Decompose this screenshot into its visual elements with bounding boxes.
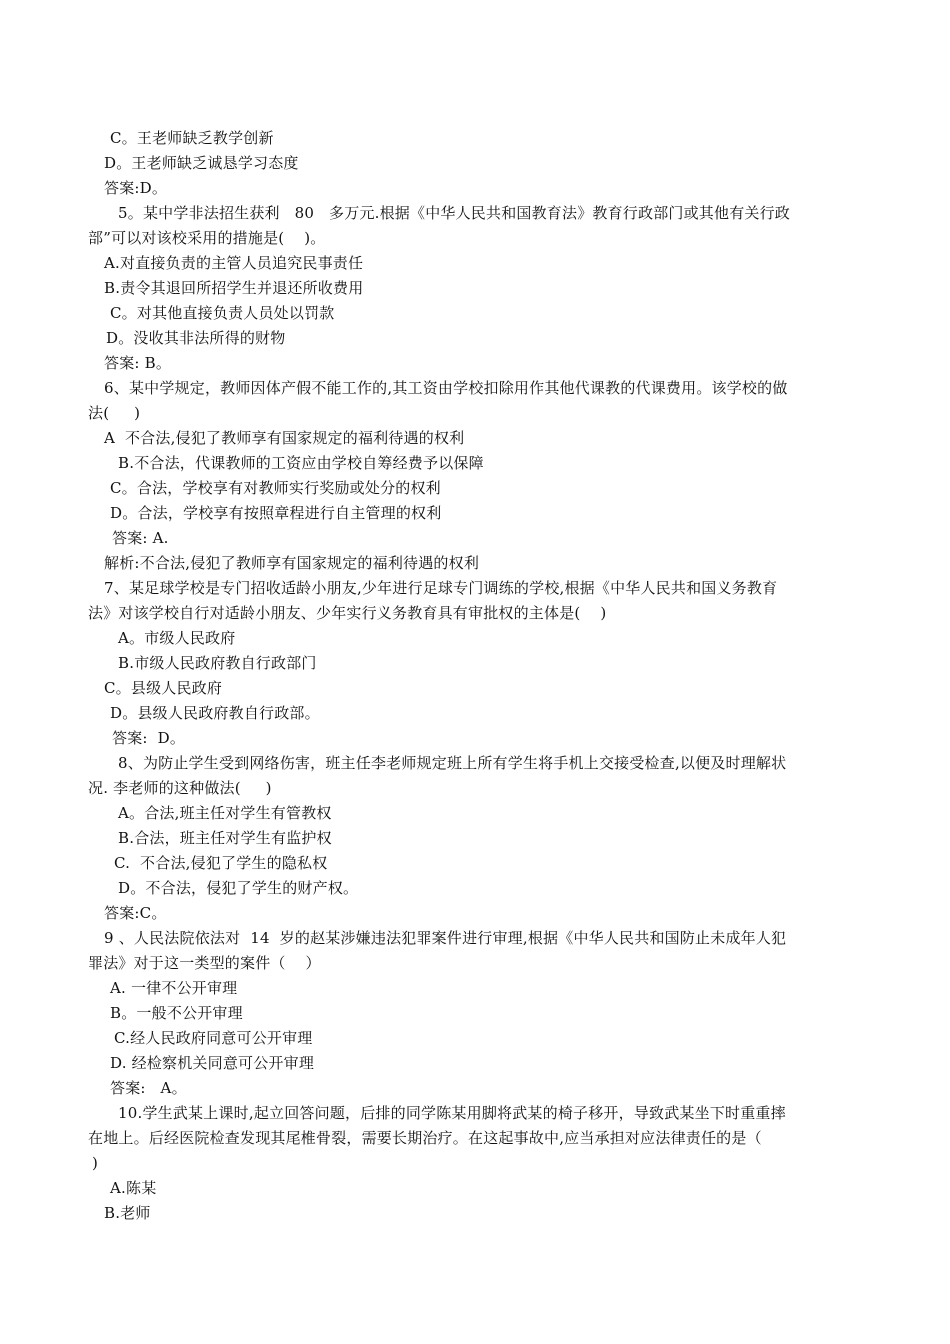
text-line: A.对直接负责的主管人员追究民事责任	[104, 254, 364, 272]
text-line: 罪法》对于这一类型的案件（ ）	[88, 954, 321, 972]
text-line: 6、某中学规定，教师因体产假不能工作的,其工资由学校扣除用作其他代课教的代课费用。该学校的做	[104, 379, 788, 397]
text-line: 9 、人民法院依法对 14 岁的赵某涉嫌违法犯罪案件进行审理,根据《中华人民共和国防止未成年人犯	[104, 929, 787, 947]
text-line: A。合法,班主任对学生有管教权	[118, 804, 332, 822]
text-line: 部”可以对该校采用的措施是( )。	[88, 229, 326, 247]
text-line: B.不合法，代课教师的工资应由学校自筹经费予以保障	[118, 454, 484, 472]
text-line: 答案: A。	[110, 1079, 187, 1097]
text-line: 答案: A.	[112, 529, 169, 547]
text-line: A 不合法,侵犯了教师享有国家规定的福利待遇的权利	[104, 429, 465, 447]
text-line: B.合法，班主任对学生有监护权	[118, 829, 332, 847]
text-line: 况. 李老师的这种做法( )	[88, 779, 272, 797]
text-line: D。县级人民政府教自行政部。	[110, 704, 320, 722]
text-line: C. 不合法,侵犯了学生的隐私权	[114, 854, 328, 872]
text-line: 10.学生武某上课时,起立回答问题，后排的同学陈某用脚将武某的椅子移开，导致武某坐下时重重摔	[118, 1104, 786, 1122]
text-line: D。没收其非法所得的财物	[106, 329, 286, 347]
text-line: 7、某足球学校是专门招收适龄小朋友,少年进行足球专门调练的学校,根据《中华人民共和国义务教育	[104, 579, 778, 597]
text-line: 法( )	[88, 404, 141, 422]
text-line: 在地上。后经医院检查发现其尾椎骨裂，需要长期治疗。在这起事故中,应当承担对应法律责任的是（	[88, 1129, 762, 1147]
text-line: B.市级人民政府教自行政部门	[118, 654, 317, 672]
text-line: B.责令其退回所招学生并退还所收费用	[104, 279, 364, 297]
text-line: 解析:不合法,侵犯了教师享有国家规定的福利待遇的权利	[104, 554, 480, 572]
text-line: D。王老师缺乏诚恳学习态度	[104, 154, 299, 172]
text-line: 8、为防止学生受到网络伤害，班主任李老师规定班上所有学生将手机上交接受检查,以便及时理解状	[118, 754, 787, 772]
text-line: C。县级人民政府	[104, 679, 223, 697]
text-line: 答案:D。	[104, 179, 168, 197]
text-line: C.经人民政府同意可公开审理	[114, 1029, 313, 1047]
text-line: C。王老师缺乏教学创新	[110, 129, 274, 147]
text-line: 答案:C。	[104, 904, 167, 922]
text-line: A. 一律不公开审理	[110, 979, 238, 997]
text-line: 答案: B。	[104, 354, 172, 372]
text-line: C。合法，学校享有对教师实行奖励或处分的权利	[110, 479, 441, 497]
text-line: D。合法，学校享有按照章程进行自主管理的权利	[110, 504, 442, 522]
text-line: A.陈某	[110, 1179, 157, 1197]
text-line: B.老师	[104, 1204, 151, 1222]
text-line: )	[92, 1154, 99, 1172]
text-line: D. 经检察机关同意可公开审理	[110, 1054, 315, 1072]
text-line: 法》对该学校自行对适龄小朋友、少年实行义务教育具有审批权的主体是( )	[88, 604, 607, 622]
text-line: B。一般不公开审理	[110, 1004, 243, 1022]
text-line: A。市级人民政府	[118, 629, 236, 647]
text-line: 5。某中学非法招生获利 80 多万元.根据《中华人民共和国教育法》教育行政部门或其他有关行政	[118, 204, 791, 222]
text-line: C。对其他直接负责人员处以罚款	[110, 304, 335, 322]
text-line: D。不合法，侵犯了学生的财产权。	[118, 879, 359, 897]
text-line: 答案: D。	[112, 729, 186, 747]
